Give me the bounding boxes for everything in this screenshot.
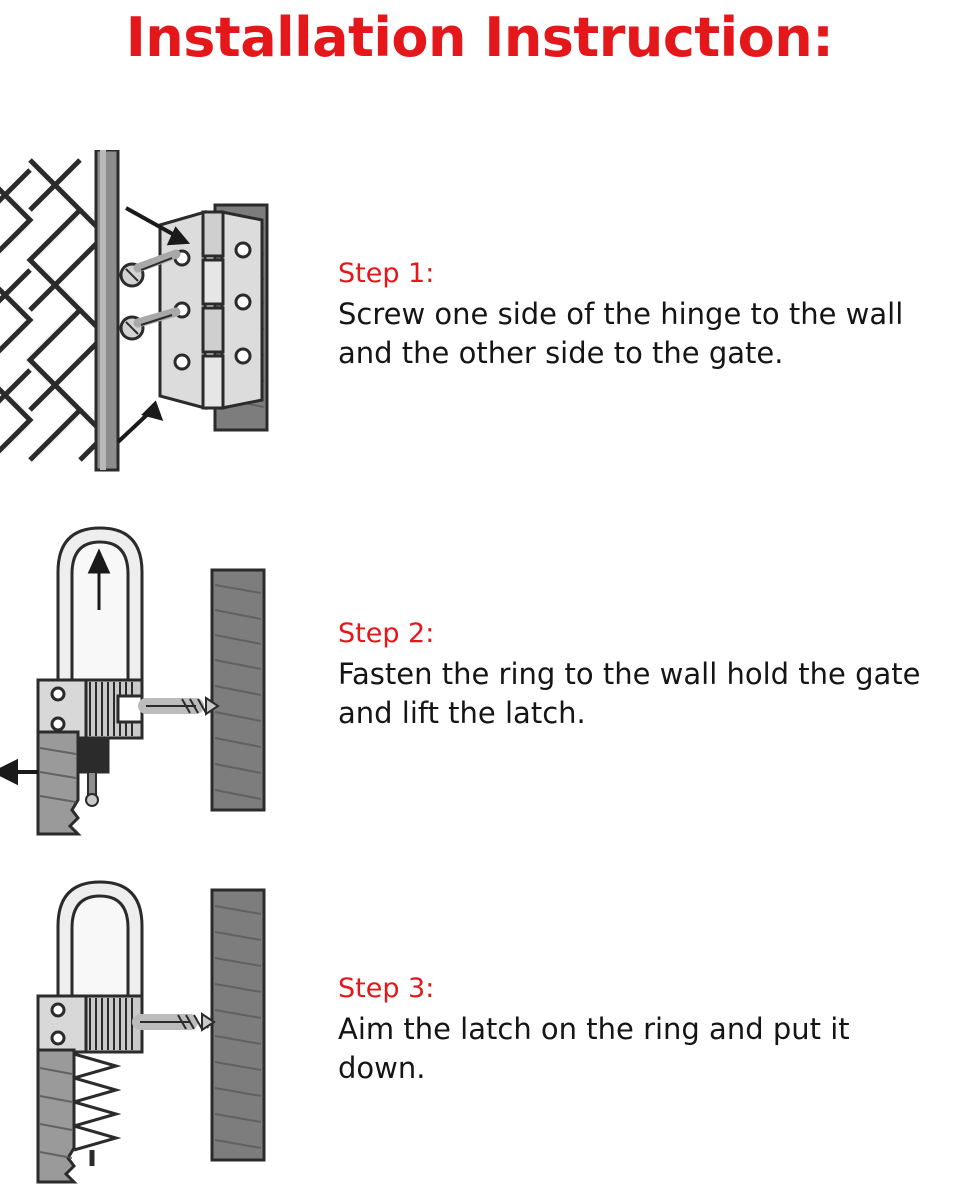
step-2-label: Step 2:: [338, 617, 435, 649]
page-title: Installation Instruction:: [125, 6, 834, 69]
step-row-2: [0, 500, 959, 850]
gate-post: [96, 150, 118, 470]
left-arrow: [0, 762, 38, 782]
step-2-text-block: [330, 617, 959, 733]
ring-screw: [146, 698, 218, 714]
step-2-body: Fasten the ring to the wall hold the gate and lift the latch.: [338, 656, 921, 730]
step-3-body: Aim the latch on the ring and put it down.: [338, 1011, 850, 1085]
step-row-1: [0, 150, 959, 480]
step-1-text-block: [330, 257, 959, 373]
wall-block: [212, 890, 264, 1160]
wall-block: [212, 570, 264, 810]
spring: [74, 1054, 116, 1166]
latch-lift-diagram: [0, 500, 330, 850]
latch-body: [38, 996, 142, 1052]
hinge-screw-svg: [0, 150, 330, 480]
step-1-label: Step 1:: [338, 257, 435, 289]
latch-down-diagram: [0, 870, 330, 1190]
gate-edge: [38, 732, 78, 834]
step-1-body: Screw one side of the hinge to the wall and the other side to the gate.: [338, 296, 904, 370]
gate-edge: [38, 1050, 74, 1182]
latch-lift-svg: [0, 500, 330, 850]
step-3-label: Step 3:: [338, 972, 435, 1004]
step-3-text-block: [330, 972, 959, 1088]
ring-screw: [140, 1014, 214, 1030]
chain-link-mesh: [0, 160, 100, 470]
step-row-3: [0, 870, 959, 1190]
hinge-screw-diagram: [0, 150, 330, 480]
latch-down-svg: [0, 870, 330, 1190]
